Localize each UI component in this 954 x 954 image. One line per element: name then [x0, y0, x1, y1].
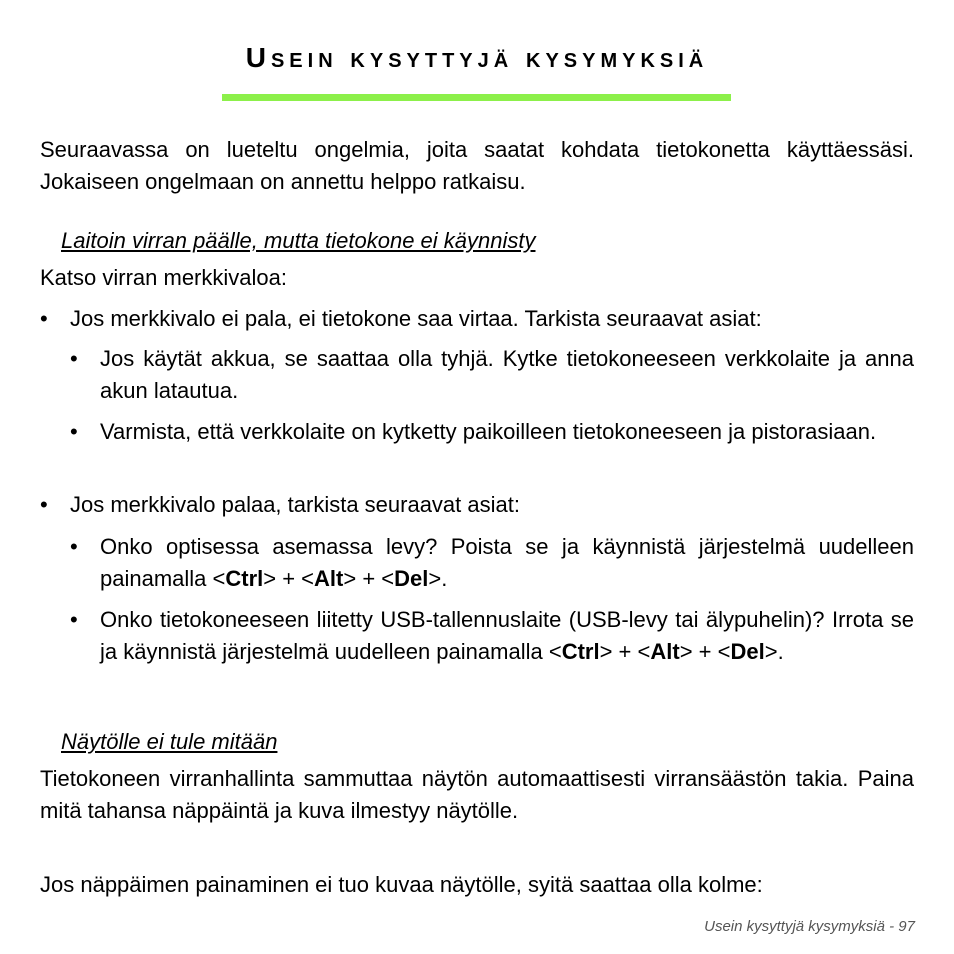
bullet-dot: •: [70, 346, 78, 371]
page-title: Usein kysyttyjä kysymyksiä: [245, 42, 709, 73]
bullet-dot: •: [40, 492, 48, 517]
key-alt: Alt: [314, 566, 344, 591]
section2-paragraph2: Jos näppäimen painaminen ei tuo kuvaa näytölle, syitä saattaa olla kolme:: [40, 872, 763, 897]
sub3-text: Onko optisessa asemassa levy? Poista se ja käynnistä järjestelmä uudelleen painamalla: [100, 534, 914, 591]
bullet-text: Jos käytät akkua, se saattaa olla tyhjä. Kytke tietokoneeseen verkkolaite ja anna akun latautua.: [100, 346, 914, 403]
bullet-text: Jos merkkivalo palaa, tarkista seuraavat asiat:: [70, 492, 520, 517]
sub-bullet-optical-disc: [70, 531, 914, 595]
section2-paragraph1: Tietokoneen virranhallinta sammuttaa näytön automaattisesti virransäästön takia. Paina mitä tahansa näppäintä ja kuva ilmestyy näytölle.: [40, 766, 914, 823]
section-heading-display: Näytölle ei tule mitään: [61, 729, 278, 754]
key-ctrl: Ctrl: [561, 639, 600, 664]
sub-bullet-battery: [70, 343, 914, 407]
bullet-no-light: [40, 303, 914, 335]
section-heading-power: Laitoin virran päälle, mutta tietokone ei käynnisty: [61, 228, 536, 253]
bullet-text: Onko tietokoneeseen liitetty USB-tallennuslaite (USB-levy tai älypuhelin)? Irrota se ja käynnistä järjestelmä uudelleen painamalla <Ctrl> + <Alt> + <Del>.: [100, 607, 914, 664]
bullet-text: Jos merkkivalo ei pala, ei tietokone saa virtaa. Tarkista seuraavat asiat:: [70, 306, 762, 331]
key-alt: Alt: [650, 639, 680, 664]
sub-bullet-adapter: [70, 416, 914, 480]
bullet-dot: •: [70, 534, 78, 559]
key-ctrl: Ctrl: [225, 566, 264, 591]
page-footer: Usein kysyttyjä kysymyksiä - 97: [704, 918, 915, 935]
bullet-dot: •: [40, 306, 48, 331]
title-underline-bar: [222, 94, 731, 101]
intro-paragraph: Seuraavassa on lueteltu ongelmia, joita saatat kohdata tietokonetta käyttäessäsi. Jokaiseen ongelmaan on annettu helppo ratkaisu.: [40, 137, 914, 194]
section1-lead: Katso virran merkkivaloa:: [40, 265, 287, 290]
sub4-text: Onko tietokoneeseen liitetty USB-tallennuslaite (USB-levy tai älypuhelin)? Irrota se ja käynnistä järjestelmä uudelleen painamalla: [100, 607, 914, 664]
bullet-dot: •: [70, 419, 78, 444]
key-del: Del: [730, 639, 765, 664]
key-del: Del: [394, 566, 429, 591]
bullet-light-on: [40, 489, 914, 521]
bullet-dot: •: [70, 607, 78, 632]
bullet-text: Varmista, että verkkolaite on kytketty paikoilleen tietokoneeseen ja pistorasiaan.: [100, 419, 877, 444]
bullet-text: Onko optisessa asemassa levy? Poista se ja käynnistä järjestelmä uudelleen painamalla <Ctrl> + <Alt> + <Del>.: [100, 534, 914, 591]
sub-bullet-usb: [70, 604, 914, 700]
